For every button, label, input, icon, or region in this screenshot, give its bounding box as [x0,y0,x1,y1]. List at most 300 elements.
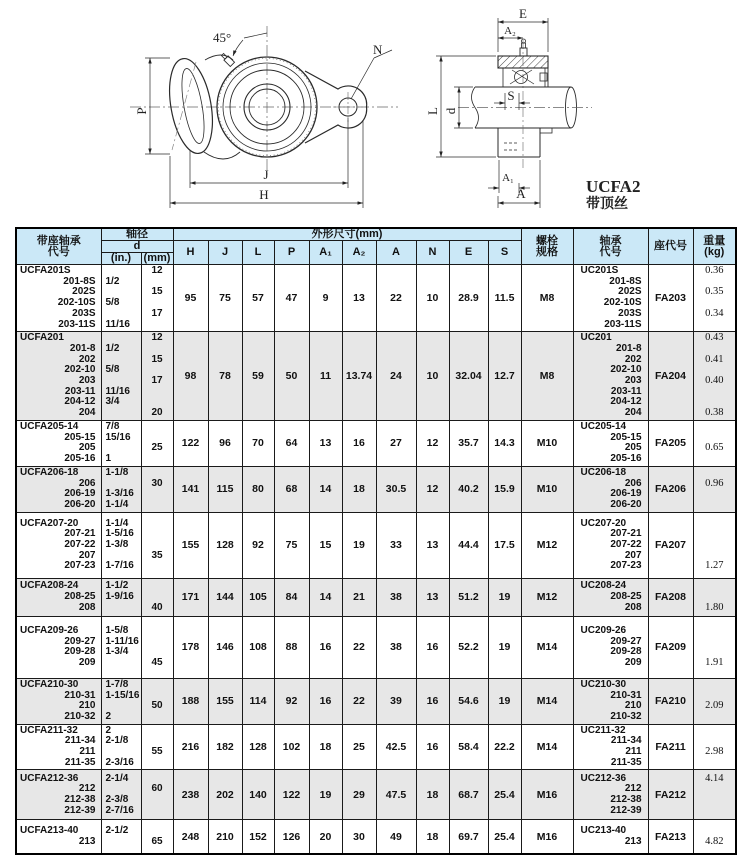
dim-N-cell: 13 [416,512,449,578]
bolt-spec-cell: M12 [521,512,573,578]
weight-lines [694,266,736,330]
dim-H-cell: 178 [173,616,208,678]
bolt-spec-cell: M16 [521,820,573,854]
shaft-dia-mm-cell [141,466,173,512]
unit-code-line: 209-27 [64,635,96,647]
weight-line [694,454,736,465]
shaft-dia-mm-lines [142,333,173,419]
dim-A₂-cell: 21 [342,578,376,616]
dim-A₁-cell: 16 [309,678,342,724]
bearing-code-cell [573,332,648,421]
shaft-dia-in-line [106,658,139,669]
bearing-code-line: 205-15 [610,431,642,443]
unit-code-cell [16,466,101,512]
dim-H-cell: 248 [173,820,208,854]
unit-code-cell [16,820,101,854]
bearing-code-line: 205-16 [610,453,642,465]
shaft-dia-mm-lines [142,266,173,330]
unit-code-line: 206-19 [64,488,96,500]
unit-code-line: 212-38 [64,793,96,805]
dim-N-cell: 16 [416,678,449,724]
bearing-code-line: 212 [624,783,642,795]
housing-code-cell: FA211 [648,724,693,770]
table-row [16,616,736,678]
dim-N-cell: 18 [416,820,449,854]
dim-A₂-cell: 16 [342,420,376,466]
bearing-code-cell [573,616,648,678]
unit-code-line: 202S [72,286,96,298]
dim-E-cell: 68.7 [449,770,488,820]
dim-P-cell: 92 [274,678,309,724]
table-row [16,420,736,466]
weight-line: 0.40 [705,375,724,387]
shaft-dia-mm-line [142,454,173,465]
unit-code-lines [17,625,101,670]
bearing-code-lines [574,580,648,614]
shaft-dia-in-line: 1-11/16 [105,635,139,647]
dim-S-cell: 19 [488,616,521,678]
table-row [16,265,736,332]
weight-line: 1.27 [705,560,724,572]
shaft-dia-mm-cell [141,678,173,724]
bearing-code-cell [573,770,648,820]
shaft-dia-mm-line [142,320,173,331]
shaft-dia-in-cell [101,724,141,770]
col-dim-9: S [488,241,521,265]
shaft-dia-in-line: 7/8 [105,420,120,432]
col-dim-2: L [242,241,274,265]
unit-code-lines [17,825,101,848]
dim-S-cell: 19 [488,578,521,616]
dim-L-cell: 59 [242,332,274,421]
weight-line [694,712,736,723]
housing-code-cell: FA208 [648,578,693,616]
weight-line: 0.35 [705,286,724,298]
unit-code-line: 202-10S [57,297,96,309]
weight-lines [694,680,736,723]
weight-line: 4.82 [705,835,724,847]
table-row [16,578,736,616]
unit-code-line: UCFA201 [20,332,64,344]
dim-P-cell: 50 [274,332,309,421]
unit-code-lines [17,265,101,331]
weight-line: 2.98 [705,746,724,758]
dim-label-s: S [507,88,515,103]
model-sublabel: 带顶丝 [586,197,628,212]
weight-lines [694,726,736,769]
col-unit-code [16,228,101,265]
shaft-dia-in-cell [101,420,141,466]
dim-N-cell: 10 [416,265,449,332]
dim-P-cell: 68 [274,466,309,512]
unit-code-cell [16,616,101,678]
bearing-code-cell [573,466,648,512]
bearing-code-cell [573,512,648,578]
dim-N-cell: 16 [416,724,449,770]
dim-A-cell: 47.5 [376,770,416,820]
unit-code-cell [16,770,101,820]
housing-code-cell: FA204 [648,332,693,421]
weight-line: 1.80 [705,601,724,613]
dim-A₁-cell: 13 [309,420,342,466]
dim-J-cell: 128 [208,512,242,578]
spec-table [15,227,737,855]
dim-A₁-cell: 11 [309,332,342,421]
col-mm: (mm) [141,253,173,265]
housing-code-cell: FA212 [648,770,693,820]
bearing-code-cell [573,724,648,770]
bearing-code-cell [573,678,648,724]
weight-cell [693,678,736,724]
shaft-dia-in-line: 2-7/16 [105,804,134,816]
unit-code-line: 209 [78,657,96,669]
dim-label-l: L [425,107,440,115]
dim-J-cell: 115 [208,466,242,512]
unit-code-line: 205-15 [64,431,96,443]
table-header [16,228,736,265]
dim-label-p: P [134,107,149,115]
unit-code-line: 201-8S [63,275,96,287]
dim-H-cell: 141 [173,466,208,512]
dim-L-cell: 105 [242,578,274,616]
shaft-dia-mm-line: 15 [151,353,163,365]
dim-E-cell: 35.7 [449,420,488,466]
bearing-code-line: 203 [624,375,642,387]
bolt-spec-cell: M8 [521,332,573,421]
section-view [436,18,592,208]
unit-code-line: 205-16 [64,453,96,465]
shaft-dia-in-lines [102,773,141,818]
col-dims-group: 外形尺寸(mm) [173,228,521,241]
shaft-dia-in-line: 2-1/2 [105,825,129,837]
col-bolt-spec-label: 螺栓规格 [536,234,559,258]
shaft-dia-in-cell [101,770,141,820]
shaft-dia-mm-lines [142,422,173,465]
unit-code-line: UCFA201S [20,265,71,276]
unit-code-line: 207-21 [64,528,96,540]
bearing-code-line: UC210-30 [580,678,627,690]
bearing-code-line: 202-10S [603,297,642,309]
dim-A₂-cell: 19 [342,512,376,578]
shaft-dia-mm-lines [142,519,173,573]
table-row [16,466,736,512]
shaft-dia-mm-line [142,712,173,723]
unit-code-line: 211 [79,746,96,758]
weight-cell [693,420,736,466]
bearing-code-line: 201-8S [609,275,642,287]
unit-code-line: 213 [78,835,96,847]
dim-E-cell: 51.2 [449,578,488,616]
dim-J-cell: 182 [208,724,242,770]
bearing-code-line: 205 [624,442,642,454]
bearing-code-line: 210-32 [610,710,642,722]
unit-code-line: 210-31 [64,689,96,701]
shaft-dia-in-lines [102,580,141,614]
dim-label-e: E [519,6,527,21]
dim-L-cell: 128 [242,724,274,770]
shaft-dia-in-line: 3/4 [105,396,120,408]
bearing-code-line: 202 [624,353,642,365]
bearing-code-cell [573,578,648,616]
weight-line: 4.14 [705,772,724,784]
shaft-dia-mm-line: 25 [151,442,163,454]
dim-N-cell: 12 [416,466,449,512]
shaft-dia-mm-cell [141,265,173,332]
shaft-dia-in-line: 1/2 [105,275,120,287]
dim-A₁-cell: 9 [309,265,342,332]
shaft-dia-in-line: 1/2 [105,342,120,354]
shaft-dia-in-line: 5/8 [105,364,120,376]
dim-H-cell: 238 [173,770,208,820]
weight-line: 0.38 [705,407,724,419]
unit-code-line: 207-22 [64,538,96,550]
shaft-dia-in-line: 1-3/4 [105,646,129,658]
bearing-code-line: 207 [624,549,642,561]
shaft-dia-in-line [106,309,139,320]
unit-code-line: 204-12 [64,396,96,408]
shaft-dia-mm-cell [141,332,173,421]
shaft-dia-mm-line: 55 [151,746,163,758]
bearing-code-lines [574,679,648,724]
dim-S-cell: 19 [488,678,521,724]
bearing-code-line: 203S [618,307,642,319]
bearing-code-lines [574,773,648,818]
unit-code-line: 202-10 [64,364,96,376]
shaft-dia-mm-lines [142,581,173,613]
col-unit-code-label: 带座轴承代号 [36,234,81,258]
bearing-code-line: 204-12 [610,396,642,408]
col-bearing-code-label: 轴承代号 [599,234,622,258]
weight-cell [693,265,736,332]
table-row [16,512,736,578]
housing-code-cell: FA207 [648,512,693,578]
dim-H-cell: 216 [173,724,208,770]
shaft-dia-in-cell [101,332,141,421]
table-row [16,678,736,724]
bearing-code-lines [574,825,648,848]
col-weight [693,228,736,265]
bearing-code-line: UC211-32 [580,724,626,736]
dim-A₂-cell: 29 [342,770,376,820]
unit-code-line: 211-34 [64,735,96,747]
shaft-dia-mm-lines [142,468,173,511]
dim-E-cell: 54.6 [449,678,488,724]
shaft-dia-in-line: 1-3/16 [105,488,134,500]
dim-A-cell: 24 [376,332,416,421]
shaft-dia-in-lines [102,518,141,574]
dim-H-cell: 98 [173,332,208,421]
weight-line: 0.43 [705,332,724,344]
bearing-code-line: UC209-26 [580,624,627,636]
dim-J-cell: 96 [208,420,242,466]
housing-code-cell: FA206 [648,466,693,512]
dim-E-cell: 28.9 [449,265,488,332]
weight-line [694,320,736,331]
weight-line [694,680,736,691]
col-bearing-code [573,228,648,265]
table-body [16,265,736,854]
unit-code-line: 208-25 [64,590,96,602]
dim-A-cell: 39 [376,678,416,724]
shaft-dia-mm-line: 40 [151,601,163,613]
shaft-dia-in-line: 1 [105,453,112,465]
shaft-dia-mm-line [142,680,173,691]
weight-line: 0.65 [705,442,724,454]
shaft-dia-in-line: 2 [105,710,112,722]
unit-code-line: UCFA207-20 [20,517,79,529]
bearing-code-line: UC201S [580,265,619,276]
bearing-code-cell [573,265,648,332]
col-weight-label: 重量(kg) [703,234,726,258]
shaft-dia-in-lines [102,625,141,670]
bearing-code-line: 209-28 [610,646,642,658]
shaft-dia-in-cell [101,466,141,512]
shaft-dia-in-cell [101,616,141,678]
unit-code-lines [17,421,101,466]
unit-code-lines [17,773,101,818]
shaft-dia-in-line [106,603,139,614]
shaft-dia-in-line: 1-1/8 [105,466,129,478]
shaft-dia-in-line: 2-1/8 [105,735,129,747]
dim-P-cell: 88 [274,616,309,678]
bearing-code-line: 211-34 [610,735,642,747]
col-dim-4: A₁ [309,241,342,265]
unit-code-line: UCFA208-24 [20,580,79,592]
spec-table-wrap [15,227,737,855]
bearing-code-lines [574,467,648,512]
table-row [16,724,736,770]
unit-code-line: UCFA205-14 [20,420,79,432]
unit-code-line: 206 [78,477,96,489]
dim-A₁-cell: 15 [309,512,342,578]
dim-P-cell: 84 [274,578,309,616]
dim-A₁-cell: 14 [309,578,342,616]
dim-E-cell: 40.2 [449,466,488,512]
dim-A₁-cell: 18 [309,724,342,770]
unit-code-lines [17,725,101,770]
shaft-dia-mm-line: 60 [151,783,163,795]
bearing-code-line: 208 [624,601,642,613]
col-dim-7: N [416,241,449,265]
dim-E-cell: 52.2 [449,616,488,678]
weight-cell [693,724,736,770]
bearing-code-line: 211 [625,746,642,758]
weight-line: 0.36 [705,265,724,276]
weight-lines [694,626,736,669]
unit-code-cell [16,678,101,724]
shaft-dia-in-line: 1-5/8 [105,624,129,636]
bearing-code-line: UC208-24 [580,580,627,592]
unit-code-line: 202 [78,353,96,365]
weight-cell [693,466,736,512]
dim-J-cell: 75 [208,265,242,332]
shaft-dia-mm-line: 17 [151,307,163,319]
unit-code-line: 205 [78,442,96,454]
bearing-code-line: 208-25 [610,590,642,602]
bolt-spec-cell: M10 [521,420,573,466]
shaft-dia-in-line: 11/16 [105,385,130,397]
col-housing-code: 座代号 [648,228,693,265]
col-dim-8: E [449,241,488,265]
bearing-code-line: 212-39 [610,804,642,816]
weight-cell [693,332,736,421]
shaft-dia-in-line: 1-1/4 [105,517,129,529]
dim-P-cell: 122 [274,770,309,820]
shaft-dia-mm-line: 12 [151,265,163,276]
unit-code-line: 212 [78,783,96,795]
bolt-spec-cell: M10 [521,466,573,512]
unit-code-line: 203-11S [58,318,96,330]
dim-E-cell: 44.4 [449,512,488,578]
bolt-spec-cell: M14 [521,616,573,678]
weight-lines [694,581,736,613]
dim-label-a1: A₁ [502,172,514,184]
unit-code-cell [16,332,101,421]
bearing-code-line: UC205-14 [580,420,627,432]
unit-code-cell [16,265,101,332]
bolt-spec-cell: M12 [521,578,573,616]
col-shaft-dia: 轴径 [101,228,173,241]
shaft-dia-in-line: 2 [105,724,112,736]
dim-E-cell: 32.04 [449,332,488,421]
unit-code-lines [17,679,101,724]
unit-code-line: UCFA210-30 [20,678,79,690]
bearing-code-line: 210-31 [610,689,642,701]
shaft-dia-in-lines [102,825,141,848]
shaft-dia-in-line: 1-7/8 [105,678,129,690]
bearing-code-lines [574,518,648,574]
shaft-dia-in-line: 11/16 [105,318,130,330]
shaft-dia-in-line: 1-1/2 [105,580,129,592]
shaft-dia-mm-lines [142,826,173,847]
bearing-code-lines [574,421,648,466]
bearing-code-line: UC213-40 [580,825,627,837]
dim-S-cell: 22.2 [488,724,521,770]
dim-H-cell: 171 [173,578,208,616]
shaft-dia-mm-line: 12 [151,332,163,344]
shaft-dia-mm-cell [141,820,173,854]
unit-code-line: 210-32 [64,710,96,722]
bearing-code-line: UC206-18 [580,466,627,478]
shaft-dia-in-line: 2-3/8 [105,793,129,805]
shaft-dia-mm-cell [141,724,173,770]
shaft-dia-in-lines [102,421,141,466]
dim-A-cell: 22 [376,265,416,332]
weight-lines [694,333,736,419]
weight-lines [694,826,736,847]
housing-code-cell: FA205 [648,420,693,466]
dim-S-cell: 17.5 [488,512,521,578]
shaft-dia-mm-cell [141,578,173,616]
dim-H-cell: 188 [173,678,208,724]
housing-code-cell: FA213 [648,820,693,854]
col-d: d [101,241,173,253]
unit-code-line: 210 [78,700,96,712]
dim-N-cell: 10 [416,332,449,421]
bolt-spec-cell: M8 [521,265,573,332]
unit-code-line: 207-23 [64,560,96,572]
col-dim-5: A₂ [342,241,376,265]
dim-N-cell: 13 [416,578,449,616]
bearing-code-cell [573,820,648,854]
dim-S-cell: 15.9 [488,466,521,512]
model-label: UCFA2 [586,177,641,196]
weight-lines [694,774,736,817]
dim-A-cell: 38 [376,616,416,678]
dim-J-cell: 78 [208,332,242,421]
weight-line: 0.34 [705,307,724,319]
dim-P-cell: 102 [274,724,309,770]
